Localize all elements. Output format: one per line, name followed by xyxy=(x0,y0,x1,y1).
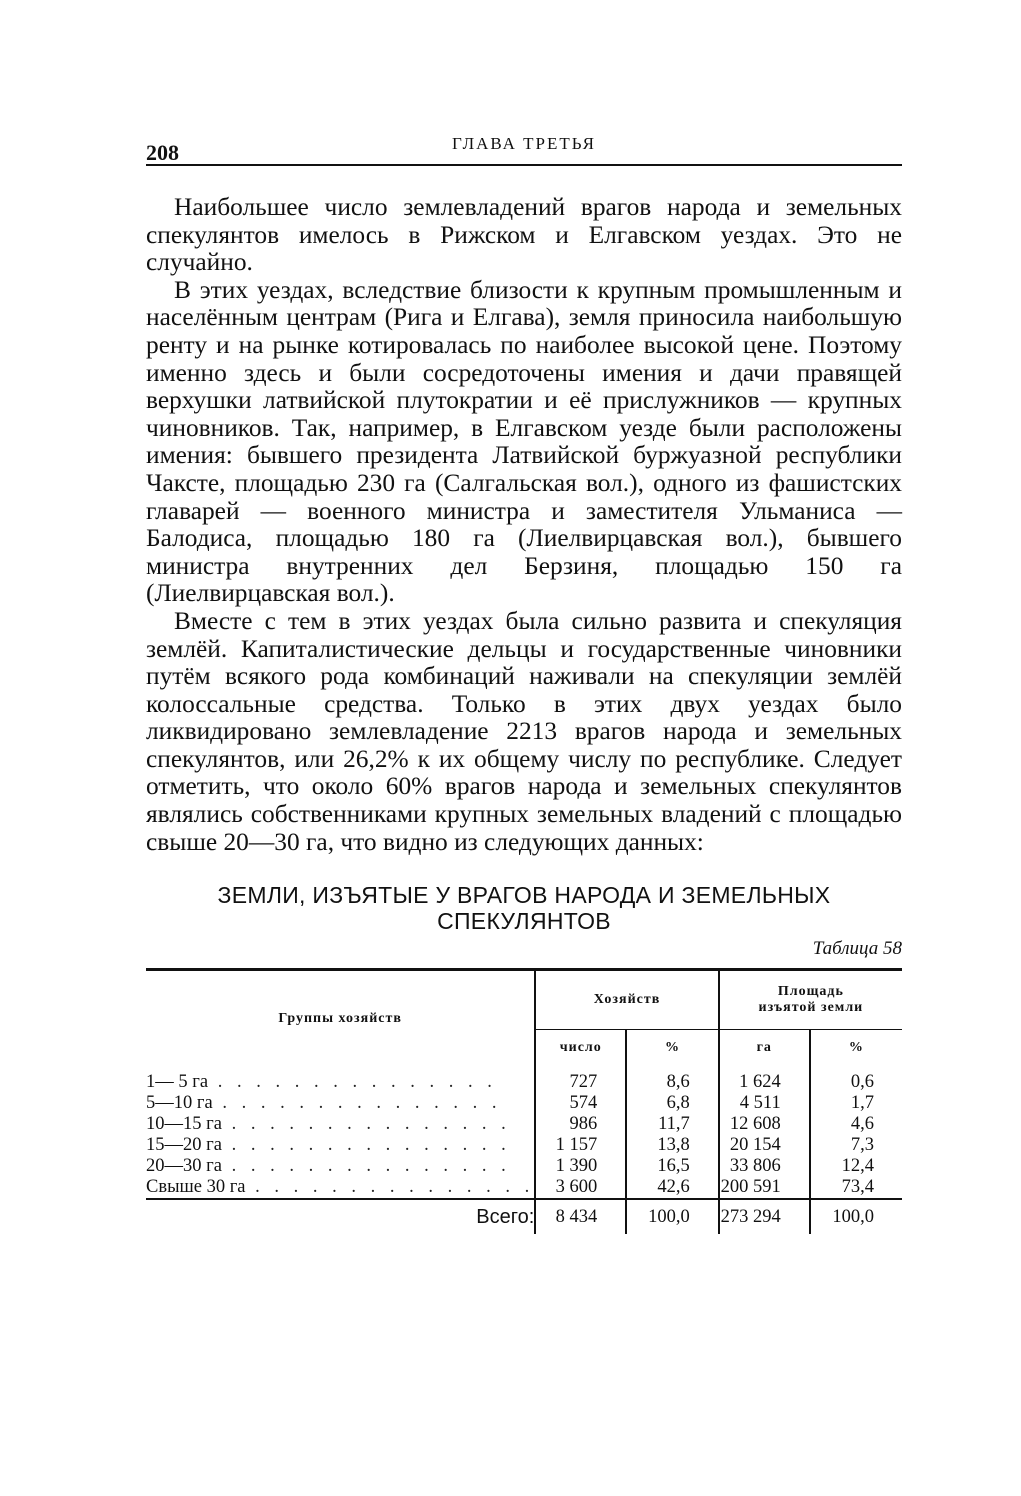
table-title-line: СПЕКУЛЯНТОВ xyxy=(437,908,611,935)
cell-count: 3 600 xyxy=(535,1177,626,1199)
cell-count-pct: 42,6 xyxy=(626,1177,719,1199)
table-row xyxy=(146,1093,902,1114)
chapter-title: ГЛАВА ТРЕТЬЯ xyxy=(452,134,596,153)
row-label: 15—20 га . . . . . . . . . . . . . . . xyxy=(146,1134,511,1155)
header-area xyxy=(719,970,902,1030)
page-number: 208 xyxy=(146,140,179,165)
table-row xyxy=(146,1135,902,1156)
paragraph: Наибольшее число землевладений врагов народа и земельных спекулянтов имелось в Рижском и Елгавском уездах. Это не случайно. xyxy=(146,193,902,277)
total-area-pct: 100,0 xyxy=(810,1199,902,1234)
cell-count-pct: 11,7 xyxy=(626,1114,719,1135)
group-name: Свыше 30 га xyxy=(146,1176,246,1197)
table-title-line: ЗЕМЛИ, ИЗЪЯТЫЕ У ВРАГОВ НАРОДА И ЗЕМЕЛЬНЫХ xyxy=(217,882,831,909)
header-area-line: Площадь xyxy=(777,984,844,1000)
group-name: 15—20 га xyxy=(146,1134,222,1155)
header-area-line: изъятой земли xyxy=(758,1000,864,1016)
cell-area: 20 154 xyxy=(719,1135,810,1156)
total-area: 273 294 xyxy=(719,1199,810,1234)
cell-count: 1 157 xyxy=(535,1135,626,1156)
header-area-percent: % xyxy=(810,1030,902,1066)
table-label: Таблица 58 xyxy=(812,938,902,960)
group-name: 1— 5 га xyxy=(146,1071,209,1092)
table-row xyxy=(146,1066,902,1093)
cell-area: 4 511 xyxy=(719,1093,810,1114)
table-title xyxy=(146,882,902,934)
cell-count: 727 xyxy=(535,1066,626,1093)
cell-area: 12 608 xyxy=(719,1114,810,1135)
cell-count-pct: 16,5 xyxy=(626,1156,719,1177)
group-name: 20—30 га xyxy=(146,1155,222,1176)
body-text xyxy=(146,194,902,856)
cell-area: 1 624 xyxy=(719,1066,810,1093)
cell-area: 200 591 xyxy=(719,1177,810,1199)
cell-area-pct: 0,6 xyxy=(810,1066,902,1093)
row-label: 10—15 га . . . . . . . . . . . . . . . xyxy=(146,1113,511,1134)
row-label: Свыше 30 га . . . . . . . . . . . . . . . xyxy=(146,1176,535,1197)
total-label: Всего: xyxy=(476,1205,535,1228)
cell-area-pct: 1,7 xyxy=(810,1093,902,1114)
paragraph: Вместе с тем в этих уездах была сильно развита и спекуляция землёй. Капиталистические дельцы и государственные чиновники путём всякого рода комбинаций наживали на спекуляции землёй колоссальные средства. Только в этих двух уездах было ликвидировано землевладение 2213 врагов народа и земельных спекулянтов, или 26,2% к их общему числу по республике. Следует отметить, что около 60% врагов народа и земельных спекулянтов являлись собственниками крупных земельных владений с площадью свыше 20—30 га, что видно из следующих данных: xyxy=(146,606,902,856)
paragraph: В этих уездах, вследствие близости к крупным промышленным и населённым центрам (Рига и Елгава), земля приносила наибольшую ренту и на рынке котировалась по наиболее высокой цене. Поэтому именно здесь и были сосредоточены имения и дачи правящей верхушки латвийской плутократии и её прислужников — крупных чиновников. Так, например, в Елгавском уезде были расположены имения: бывшего президента Латвийской буржуазной республики Чаксте, площадью 230 га (Салгальская вол.), одного из фашистских главарей — военного министра и заместителя Ульманиса — Балодиса, площадью 180 га (Лиелвирцавская вол.), бывшего министра внутренних дел Берзиня, площадью 150 га (Лиелвирцавская вол.). xyxy=(146,275,902,608)
row-label: 20—30 га . . . . . . . . . . . . . . . xyxy=(146,1155,511,1176)
header-count-percent: % xyxy=(626,1030,719,1066)
table-row xyxy=(146,1177,902,1199)
table-row xyxy=(146,1156,902,1177)
data-table xyxy=(146,968,902,1234)
book-page xyxy=(146,128,902,1234)
table-header-row xyxy=(146,970,902,1030)
cell-area-pct: 12,4 xyxy=(810,1156,902,1177)
total-count: 8 434 xyxy=(535,1199,626,1234)
header-farms: Хозяйств xyxy=(535,970,719,1030)
cell-count-pct: 8,6 xyxy=(626,1066,719,1093)
cell-area-pct: 73,4 xyxy=(810,1177,902,1199)
cell-area-pct: 7,3 xyxy=(810,1135,902,1156)
row-label: 5—10 га . . . . . . . . . . . . . . . xyxy=(146,1092,502,1113)
table-row xyxy=(146,1114,902,1135)
header-count: число xyxy=(535,1030,626,1066)
cell-area-pct: 4,6 xyxy=(810,1114,902,1135)
cell-count: 986 xyxy=(535,1114,626,1135)
group-name: 5—10 га xyxy=(146,1092,213,1113)
running-head xyxy=(146,128,902,166)
row-label: 1— 5 га . . . . . . . . . . . . . . . xyxy=(146,1071,497,1092)
group-name: 10—15 га xyxy=(146,1113,222,1134)
cell-count-pct: 13,8 xyxy=(626,1135,719,1156)
cell-count-pct: 6,8 xyxy=(626,1093,719,1114)
header-groups: Группы хозяйств xyxy=(278,1010,402,1026)
cell-count: 1 390 xyxy=(535,1156,626,1177)
header-ha: га xyxy=(719,1030,810,1066)
cell-area: 33 806 xyxy=(719,1156,810,1177)
table-total-row xyxy=(146,1199,902,1234)
total-count-pct: 100,0 xyxy=(626,1199,719,1234)
cell-count: 574 xyxy=(535,1093,626,1114)
